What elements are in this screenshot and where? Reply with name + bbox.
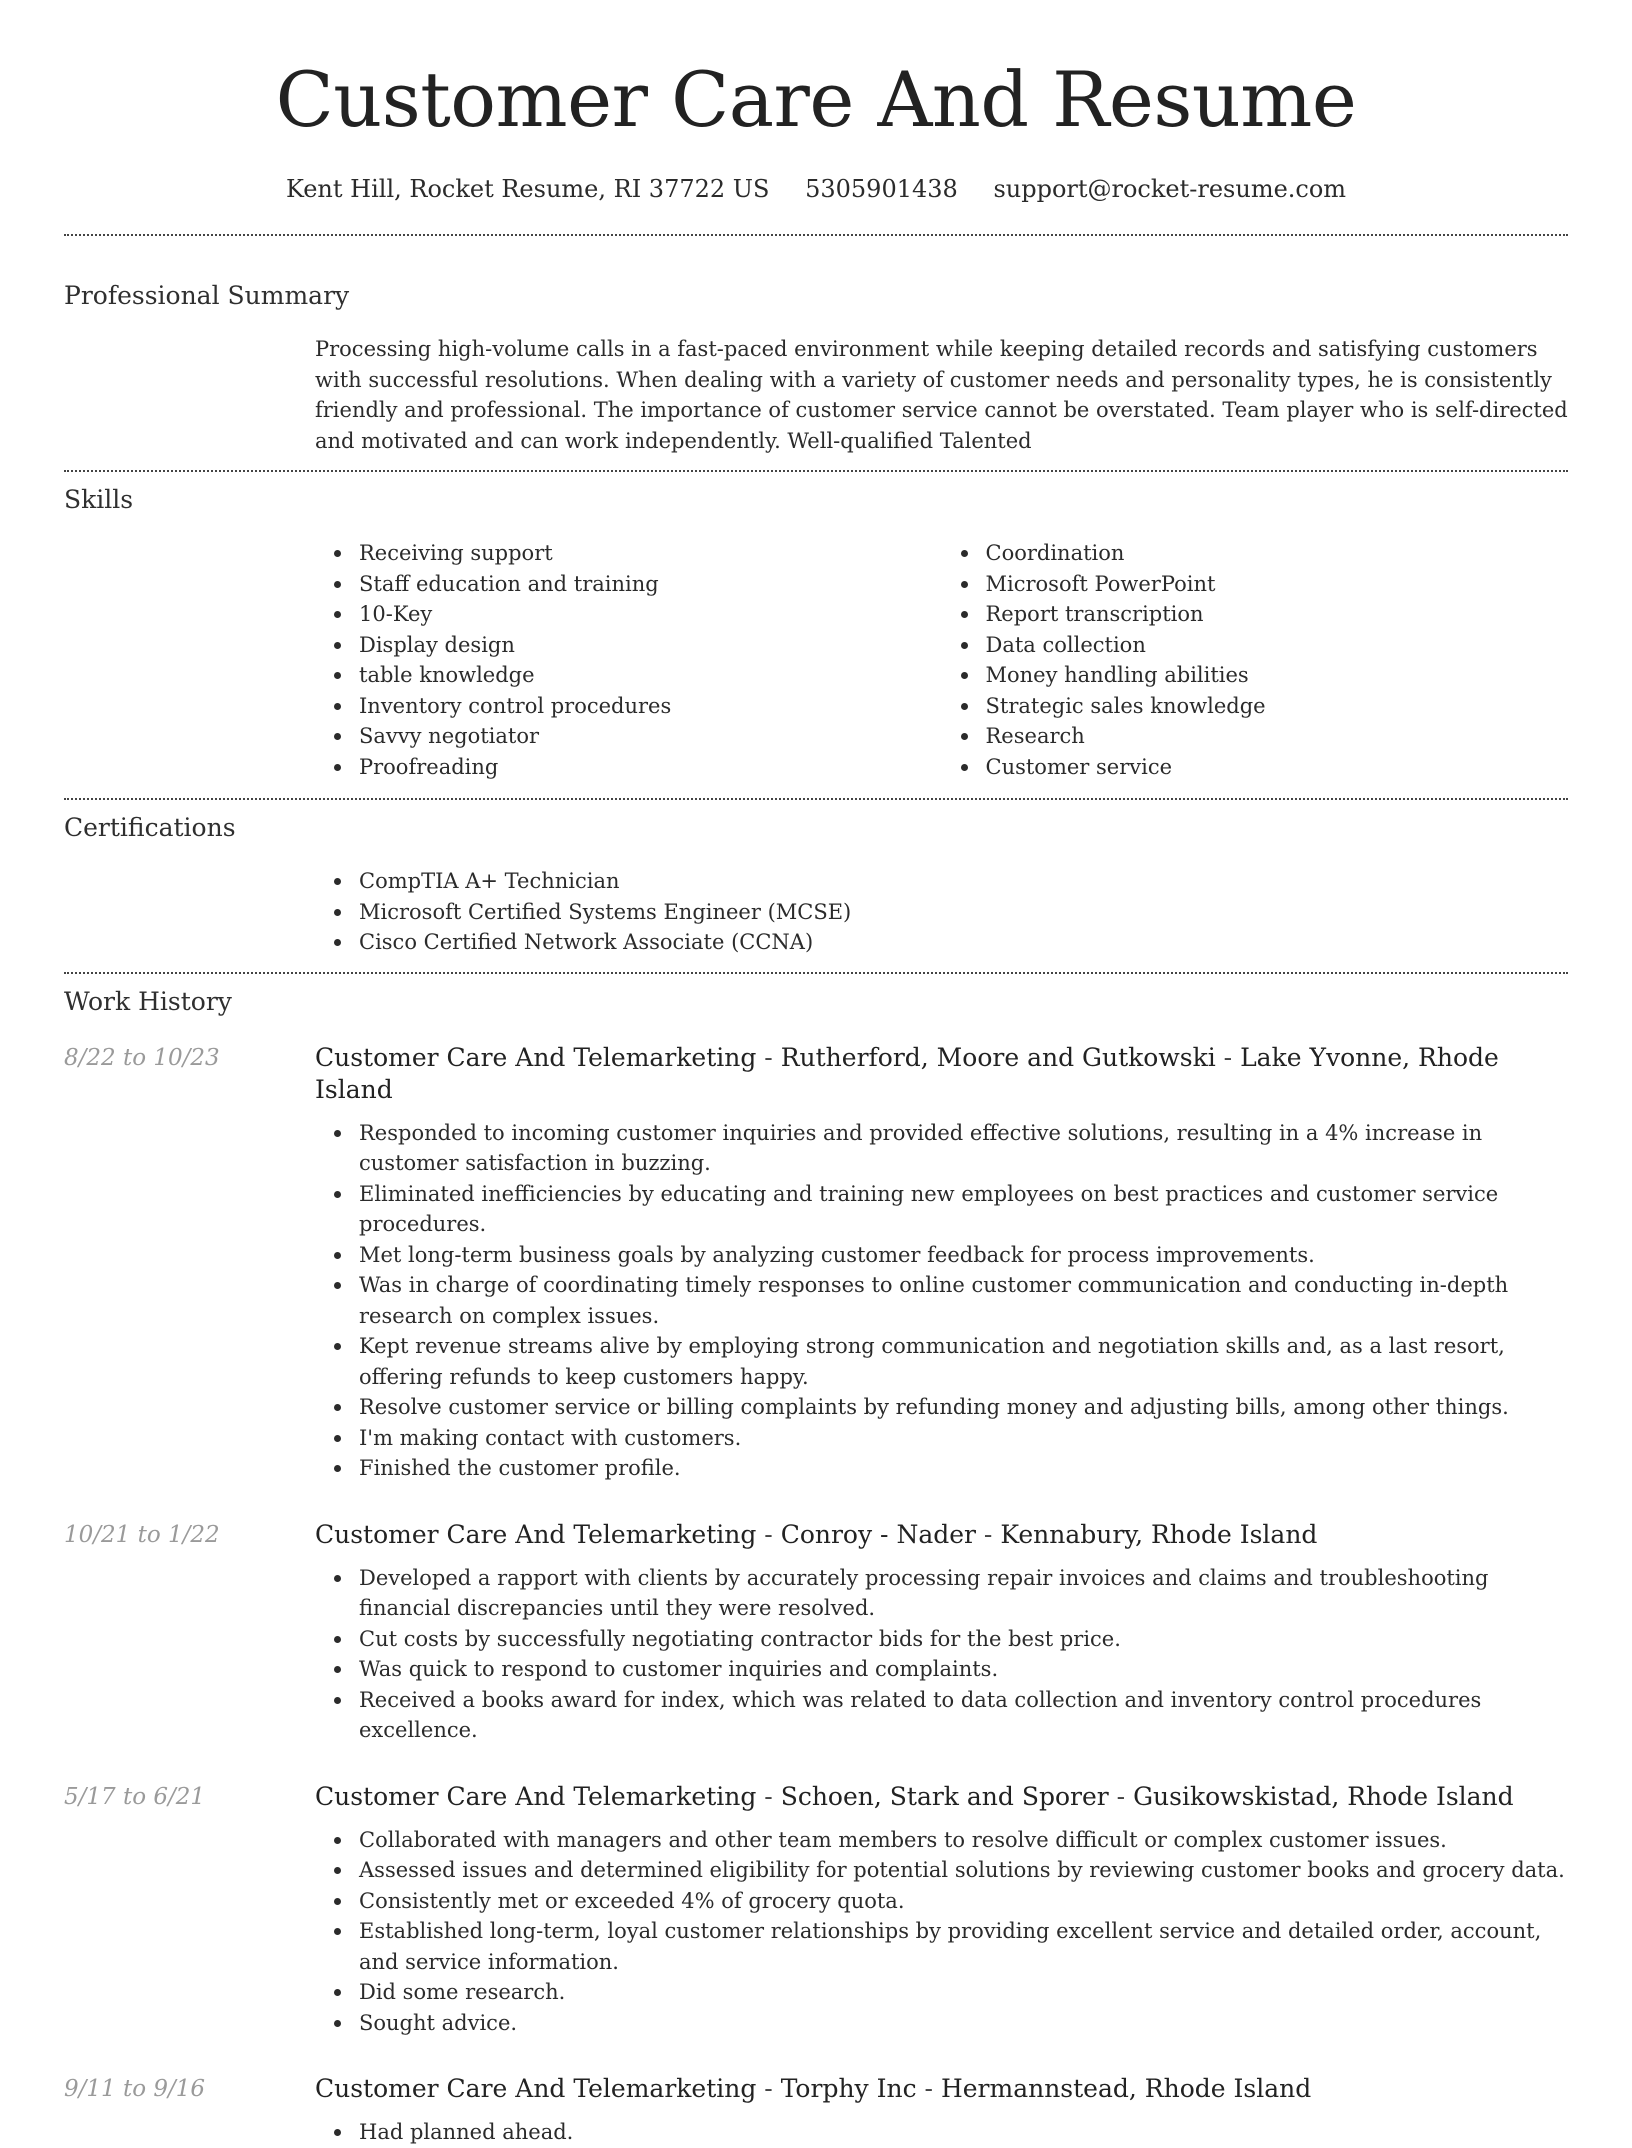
certifications-heading: Certifications bbox=[64, 813, 236, 842]
summary-heading: Professional Summary bbox=[64, 281, 350, 310]
skill-item: Display design bbox=[359, 630, 942, 661]
skill-item: Research bbox=[986, 721, 1569, 752]
job-bullets bbox=[315, 1118, 1568, 1484]
job-bullets bbox=[315, 1825, 1568, 2039]
job-entry bbox=[64, 2073, 1568, 2148]
job-bullet: Sought advice. bbox=[359, 2008, 1568, 2039]
skill-item: Staff education and training bbox=[359, 569, 942, 600]
resume-page bbox=[64, 0, 1568, 2148]
job-date: 5/17 to 6/21 bbox=[64, 1783, 206, 1810]
job-company: Torphy Inc bbox=[780, 2074, 917, 2103]
job-bullet: Eliminated inefficiencies by educating and training new employees on best practices and customer service procedures. bbox=[359, 1179, 1568, 1240]
separator: - bbox=[916, 2074, 941, 2103]
separator: - bbox=[756, 1781, 781, 1811]
certification-item: Microsoft Certified Systems Engineer (MCSE) bbox=[359, 897, 1568, 928]
contact-email: support@rocket-resume.com bbox=[993, 175, 1347, 203]
skills-list-left bbox=[315, 538, 942, 782]
resume-title: Customer Care And Resume bbox=[275, 55, 1357, 144]
job-bullet: Established long-term, loyal customer relationships by providing excellent service and detailed order, account, and service information. bbox=[359, 1916, 1568, 1977]
job-heading bbox=[315, 2073, 1568, 2105]
job-heading bbox=[315, 1781, 1568, 1813]
skill-item: Receiving support bbox=[359, 538, 942, 569]
contact-address: Kent Hill, Rocket Resume, RI 37722 US bbox=[285, 175, 770, 203]
skill-item: Coordination bbox=[986, 538, 1569, 569]
job-date: 10/21 to 1/22 bbox=[64, 1521, 220, 1548]
job-company: Conroy - Nader bbox=[780, 1519, 976, 1549]
job-bullets bbox=[315, 1563, 1568, 1746]
job-bullet: Met long-term business goals by analyzing customer feedback for process improvements. bbox=[359, 1240, 1568, 1271]
job-role: Customer Care And Telemarketing bbox=[315, 2074, 757, 2103]
job-bullet: Developed a rapport with clients by accurately processing repair invoices and claims and troubleshooting financial discrepancies until they were resolved. bbox=[359, 1563, 1568, 1624]
job-company: Rutherford, Moore and Gutkowski bbox=[780, 1042, 1216, 1072]
job-bullets bbox=[315, 2117, 1568, 2148]
job-bullet: Assessed issues and determined eligibility for potential solutions by reviewing customer books and grocery data. bbox=[359, 1855, 1568, 1886]
job-entry bbox=[64, 1781, 1568, 2039]
job-location: Hermannstead, Rhode Island bbox=[940, 2074, 1312, 2103]
job-bullet: Had planned ahead. bbox=[359, 2117, 1568, 2148]
job-role: Customer Care And Telemarketing bbox=[315, 1781, 757, 1811]
job-location: Gusikowskistad, Rhode Island bbox=[1133, 1781, 1514, 1811]
separator: - bbox=[756, 1519, 781, 1549]
contact-phone: 5305901438 bbox=[805, 175, 958, 203]
job-date: 8/22 to 10/23 bbox=[64, 1044, 220, 1071]
job-bullet: Collaborated with managers and other team members to resolve difficult or complex customer issues. bbox=[359, 1825, 1568, 1856]
skills-section bbox=[64, 484, 1568, 782]
separator: - bbox=[756, 2074, 781, 2103]
skills-list-right bbox=[942, 538, 1569, 782]
job-bullet: Kept revenue streams alive by employing strong communication and negotiation skills and, as a last resort, offering refunds to keep customers happy. bbox=[359, 1331, 1568, 1392]
divider bbox=[64, 470, 1568, 472]
job-bullet: Responded to incoming customer inquiries and provided effective solutions, resulting in a 4% increase in customer satisfaction in buzzing. bbox=[359, 1118, 1568, 1179]
job-role: Customer Care And Telemarketing bbox=[315, 1042, 757, 1072]
job-bullet: Did some research. bbox=[359, 1977, 1568, 2008]
skill-item: Strategic sales knowledge bbox=[986, 691, 1569, 722]
certification-item: CompTIA A+ Technician bbox=[359, 866, 1568, 897]
skill-item: 10-Key bbox=[359, 599, 942, 630]
skill-item: Proofreading bbox=[359, 752, 942, 783]
separator: - bbox=[975, 1519, 1001, 1549]
job-heading bbox=[315, 1042, 1568, 1106]
job-bullet: Cut costs by successfully negotiating contractor bids for the best price. bbox=[359, 1624, 1568, 1655]
job-bullet: Resolve customer service or billing complaints by refunding money and adjusting bills, among other things. bbox=[359, 1392, 1568, 1423]
separator: - bbox=[756, 1042, 781, 1072]
skill-item: Inventory control procedures bbox=[359, 691, 942, 722]
skills-heading: Skills bbox=[64, 485, 134, 514]
separator: - bbox=[1215, 1042, 1241, 1072]
job-list bbox=[64, 1042, 1568, 2148]
job-entry bbox=[64, 1519, 1568, 1746]
job-date: 9/11 to 9/16 bbox=[64, 2076, 206, 2102]
job-bullet: Was quick to respond to customer inquiries and complaints. bbox=[359, 1654, 1568, 1685]
skill-item: table knowledge bbox=[359, 660, 942, 691]
skill-item: Microsoft PowerPoint bbox=[986, 569, 1569, 600]
job-heading bbox=[315, 1519, 1568, 1551]
summary-text: Processing high-volume calls in a fast-paced environment while keeping detailed records and satisfying customers with successful resolutions. When dealing with a variety of customer needs and personality types, he is consistently friendly and professional. The importance of customer service cannot be overstated. Team player who is self-directed and motivated and can work independently. Well-qualified Talented bbox=[315, 337, 1568, 453]
skill-item: Data collection bbox=[986, 630, 1569, 661]
work-heading: Work History bbox=[64, 986, 232, 1016]
job-bullet: Consistently met or exceeded 4% of grocery quota. bbox=[359, 1886, 1568, 1917]
divider bbox=[64, 234, 1568, 236]
skill-item: Money handling abilities bbox=[986, 660, 1569, 691]
job-bullet: Was in charge of coordinating timely responses to online customer communication and conducting in-depth research on complex issues. bbox=[359, 1270, 1568, 1331]
separator: - bbox=[1108, 1781, 1134, 1811]
certifications-list bbox=[315, 866, 1568, 958]
job-bullet: Finished the customer profile. bbox=[359, 1453, 1568, 1484]
divider bbox=[64, 972, 1568, 974]
skill-item: Report transcription bbox=[986, 599, 1569, 630]
divider bbox=[64, 798, 1568, 800]
certifications-section bbox=[64, 812, 1568, 958]
work-section bbox=[64, 986, 1568, 2148]
job-company: Schoen, Stark and Sporer bbox=[780, 1781, 1109, 1811]
contact-line bbox=[64, 174, 1568, 204]
job-role: Customer Care And Telemarketing bbox=[315, 1519, 757, 1549]
skill-item: Savvy negotiator bbox=[359, 721, 942, 752]
job-bullet: Received a books award for index, which was related to data collection and inventory control procedures excellence. bbox=[359, 1685, 1568, 1746]
summary-section bbox=[64, 280, 1568, 456]
skill-item: Customer service bbox=[986, 752, 1569, 783]
job-entry bbox=[64, 1042, 1568, 1484]
certification-item: Cisco Certified Network Associate (CCNA) bbox=[359, 927, 1568, 958]
job-bullet: I'm making contact with customers. bbox=[359, 1423, 1568, 1454]
job-location: Kennabury, Rhode Island bbox=[1000, 1519, 1318, 1549]
job-location: Lake Yvonne, Rhode Island bbox=[315, 1042, 1499, 1104]
